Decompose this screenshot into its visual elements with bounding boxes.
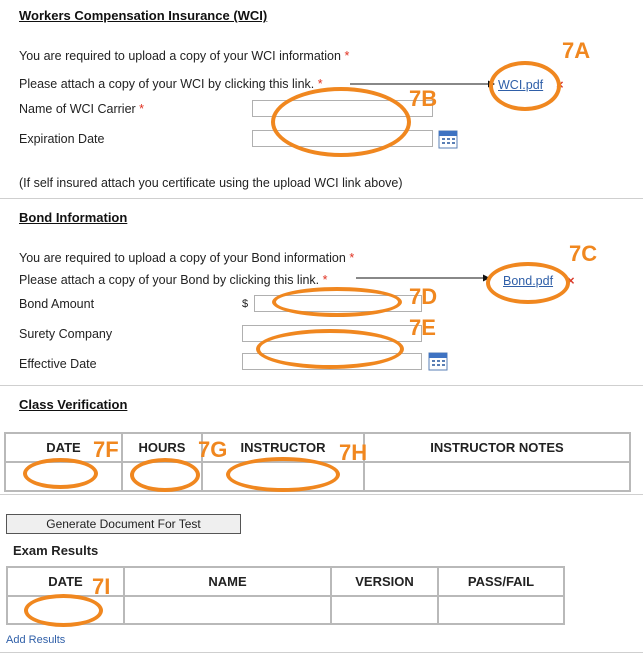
wci-remove-icon[interactable]: × (556, 77, 564, 92)
required-marker: * (344, 49, 350, 63)
annotation-label: 7I (92, 574, 111, 599)
annotation-circle (272, 287, 402, 317)
section-divider (0, 385, 643, 386)
surety-company-label: Surety Company (19, 327, 113, 341)
annotation-circle (256, 329, 404, 369)
effective-date-label: Effective Date (19, 357, 97, 371)
bond-section-header: Bond Information (19, 210, 128, 225)
section-divider (0, 198, 643, 199)
calendar-icon[interactable] (438, 129, 458, 149)
currency-symbol: $ (242, 298, 249, 310)
section-divider (0, 652, 643, 653)
bond-attach-prompt: Please attach a copy of your Bond by clicking this link. * (19, 273, 328, 287)
section-divider (0, 494, 643, 495)
class-verification-header: Class Verification (19, 397, 128, 412)
column-header-date: DATE (5, 433, 122, 462)
annotation-circle (130, 458, 200, 492)
instructor-notes-cell[interactable] (364, 462, 630, 491)
wci-upload-required-text: You are required to upload a copy of your WCI information * (19, 49, 350, 63)
annotation-circle (23, 458, 98, 489)
required-marker: * (349, 251, 355, 265)
bond-remove-icon[interactable]: × (567, 273, 575, 288)
wci-file-link[interactable]: WCI.pdf (498, 78, 544, 92)
required-marker: * (317, 77, 323, 91)
annotation-label: 7C (569, 241, 598, 266)
bond-file-link[interactable]: Bond.pdf (503, 274, 554, 288)
bond-amount-label: Bond Amount (19, 297, 95, 311)
wci-expiration-label: Expiration Date (19, 132, 105, 146)
exam-results-header: Exam Results (13, 543, 99, 558)
column-header-date: DATE (7, 567, 124, 596)
wci-section-header: Workers Compensation Insurance (WCI) (19, 8, 268, 23)
annotation-label: 7H (339, 440, 368, 465)
column-header-hours: HOURS (122, 433, 202, 462)
annotation-circle (271, 87, 411, 157)
annotation-label: 7E (409, 315, 436, 340)
annotation-circle (226, 457, 340, 492)
annotation-label: 7D (409, 284, 438, 309)
annotation-label: 7F (93, 437, 119, 462)
column-header-instructor: INSTRUCTOR (202, 433, 364, 462)
column-header-instructor-notes: INSTRUCTOR NOTES (364, 433, 630, 462)
bond-upload-required-text: You are required to upload a copy of your Bond information * (19, 251, 355, 265)
annotation-circle (486, 262, 570, 304)
exam-name-cell[interactable] (124, 596, 331, 624)
calendar-icon[interactable] (428, 351, 448, 371)
add-results-link[interactable]: Add Results (6, 634, 66, 646)
required-marker: * (139, 102, 145, 116)
exam-version-cell[interactable] (331, 596, 438, 624)
annotation-label: 7B (409, 86, 438, 111)
annotation-label: 7A (562, 38, 591, 63)
annotation-circle (489, 61, 561, 111)
column-header-name: NAME (124, 567, 331, 596)
wci-self-insured-note: (If self insured attach you certificate using the upload WCI link above) (19, 176, 403, 190)
wci-attach-prompt: Please attach a copy of your WCI by clicking this link. * (19, 77, 323, 91)
column-header-version: VERSION (331, 567, 438, 596)
column-header-pass-fail: PASS/FAIL (438, 567, 564, 596)
arrow-icon (356, 274, 490, 282)
annotation-label: 7G (198, 437, 228, 462)
exam-pass-fail-cell[interactable] (438, 596, 564, 624)
generate-document-button[interactable]: Generate Document For Test (6, 514, 241, 534)
required-marker: * (322, 273, 328, 287)
table-header-row (7, 567, 564, 596)
wci-carrier-label: Name of WCI Carrier * (19, 102, 145, 116)
